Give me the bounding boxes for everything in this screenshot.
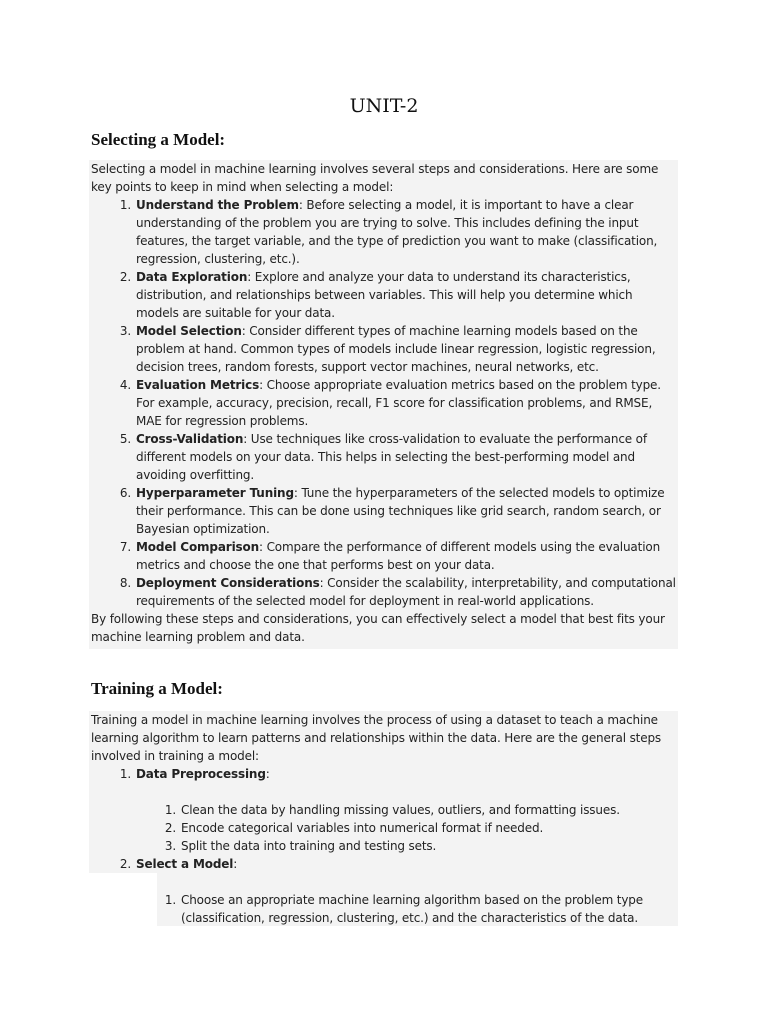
sub-list-item — [164, 819, 676, 837]
step-text: : Consider the scalability, interpretability, and computational requirements of the selected model for deployment in real-world applications. — [136, 576, 676, 608]
list-number: 8. — [119, 576, 131, 590]
training-model-block — [89, 711, 678, 926]
step-title: Data Preprocessing — [136, 767, 266, 781]
sub-list-item — [164, 801, 676, 819]
step-title: Cross-Validation — [136, 432, 244, 446]
list-item — [119, 196, 676, 268]
list-item — [119, 855, 676, 927]
list-number: 7. — [119, 540, 131, 554]
list-item — [119, 268, 676, 322]
list-item — [119, 430, 676, 484]
substep-text: Choose an appropriate machine learning algorithm based on the problem type (classification, regression, clustering, etc.) and the characteristics of the data. — [181, 893, 643, 925]
step-text: : — [233, 857, 238, 871]
step-title: Data Exploration — [136, 270, 248, 284]
sub-list-item — [164, 837, 676, 855]
step-text: : — [265, 767, 270, 781]
list-item — [119, 322, 676, 376]
list-number: 4. — [119, 378, 131, 392]
step-title: Hyperparameter Tuning — [136, 486, 294, 500]
list-number: 1. — [164, 893, 176, 907]
selecting-model-block — [89, 160, 678, 649]
blank-line — [136, 783, 676, 801]
list-number: 6. — [119, 486, 131, 500]
step-title: Select a Model — [136, 857, 234, 871]
list-number: 3. — [164, 839, 176, 853]
section-heading-training-model: Training a Model: — [91, 679, 223, 698]
list-number: 3. — [119, 324, 131, 338]
list-item — [119, 538, 676, 574]
training-steps-list — [91, 765, 676, 927]
step-text: : Compare the performance of different models using the evaluation metrics and choose the one that performs best on your data. — [136, 540, 661, 572]
step-title: Understand the Problem — [136, 198, 299, 212]
list-item — [119, 376, 676, 430]
list-number: 1. — [119, 767, 131, 781]
list-number: 2. — [119, 857, 131, 871]
substep-text: Clean the data by handling missing values, outliers, and formatting issues. — [181, 803, 620, 817]
selection-steps-list — [91, 196, 676, 610]
list-number: 2. — [119, 270, 131, 284]
step-text: : Consider different types of machine learning models based on the problem at hand. Common types of models include linear regression, logistic regression, decision trees, random forests, support vector machines, neural networks, etc. — [136, 324, 656, 374]
list-number: 1. — [164, 803, 176, 817]
list-number: 2. — [164, 821, 176, 835]
substep-text: Encode categorical variables into numerical format if needed. — [181, 821, 544, 835]
document-title: UNIT-2 — [349, 95, 419, 117]
section-outro: By following these steps and considerations, you can effectively select a model that best fits your machine learning problem and data. — [91, 612, 665, 644]
step-text: : Choose appropriate evaluation metrics based on the problem type. For example, accuracy, precision, recall, F1 score for classification problems, and RMSE, MAE for regression problems. — [136, 378, 661, 428]
step-text: : Before selecting a model, it is important to have a clear understanding of the problem you are trying to solve. This includes defining the input features, the target variable, and the type of prediction you want to make (classification, regression, clustering, etc.). — [136, 198, 658, 266]
substeps-list — [136, 891, 676, 927]
step-title: Deployment Considerations — [136, 576, 320, 590]
section-intro: Training a model in machine learning involves the process of using a dataset to teach a machine learning algorithm to learn patterns and relationships within the data. Here are the general steps involved in training a model: — [91, 713, 662, 763]
substeps-list — [136, 801, 676, 855]
step-text: : Explore and analyze your data to understand its characteristics, distribution, and relationships between variables. This will help you determine which models are suitable for your data. — [136, 270, 633, 320]
step-title: Evaluation Metrics — [136, 378, 260, 392]
step-text: : Use techniques like cross-validation to evaluate the performance of different models on your data. This helps in selecting the best-performing model and avoiding overfitting. — [136, 432, 647, 482]
step-title: Model Comparison — [136, 540, 260, 554]
list-item — [119, 765, 676, 855]
list-item — [119, 484, 676, 538]
section-heading-selecting-model: Selecting a Model: — [91, 130, 226, 149]
blank-line — [136, 873, 676, 891]
substep-text: Split the data into training and testing sets. — [181, 839, 437, 853]
step-text: : Tune the hyperparameters of the selected models to optimize their performance. This can be done using techniques like grid search, random search, or Bayesian optimization. — [136, 486, 665, 536]
section-intro: Selecting a model in machine learning involves several steps and considerations. Here are some key points to keep in mind when selecting a model: — [91, 162, 659, 194]
list-number: 5. — [119, 432, 131, 446]
list-number: 1. — [119, 198, 131, 212]
list-item — [119, 574, 676, 610]
step-title: Model Selection — [136, 324, 242, 338]
sub-list-item — [164, 891, 676, 927]
